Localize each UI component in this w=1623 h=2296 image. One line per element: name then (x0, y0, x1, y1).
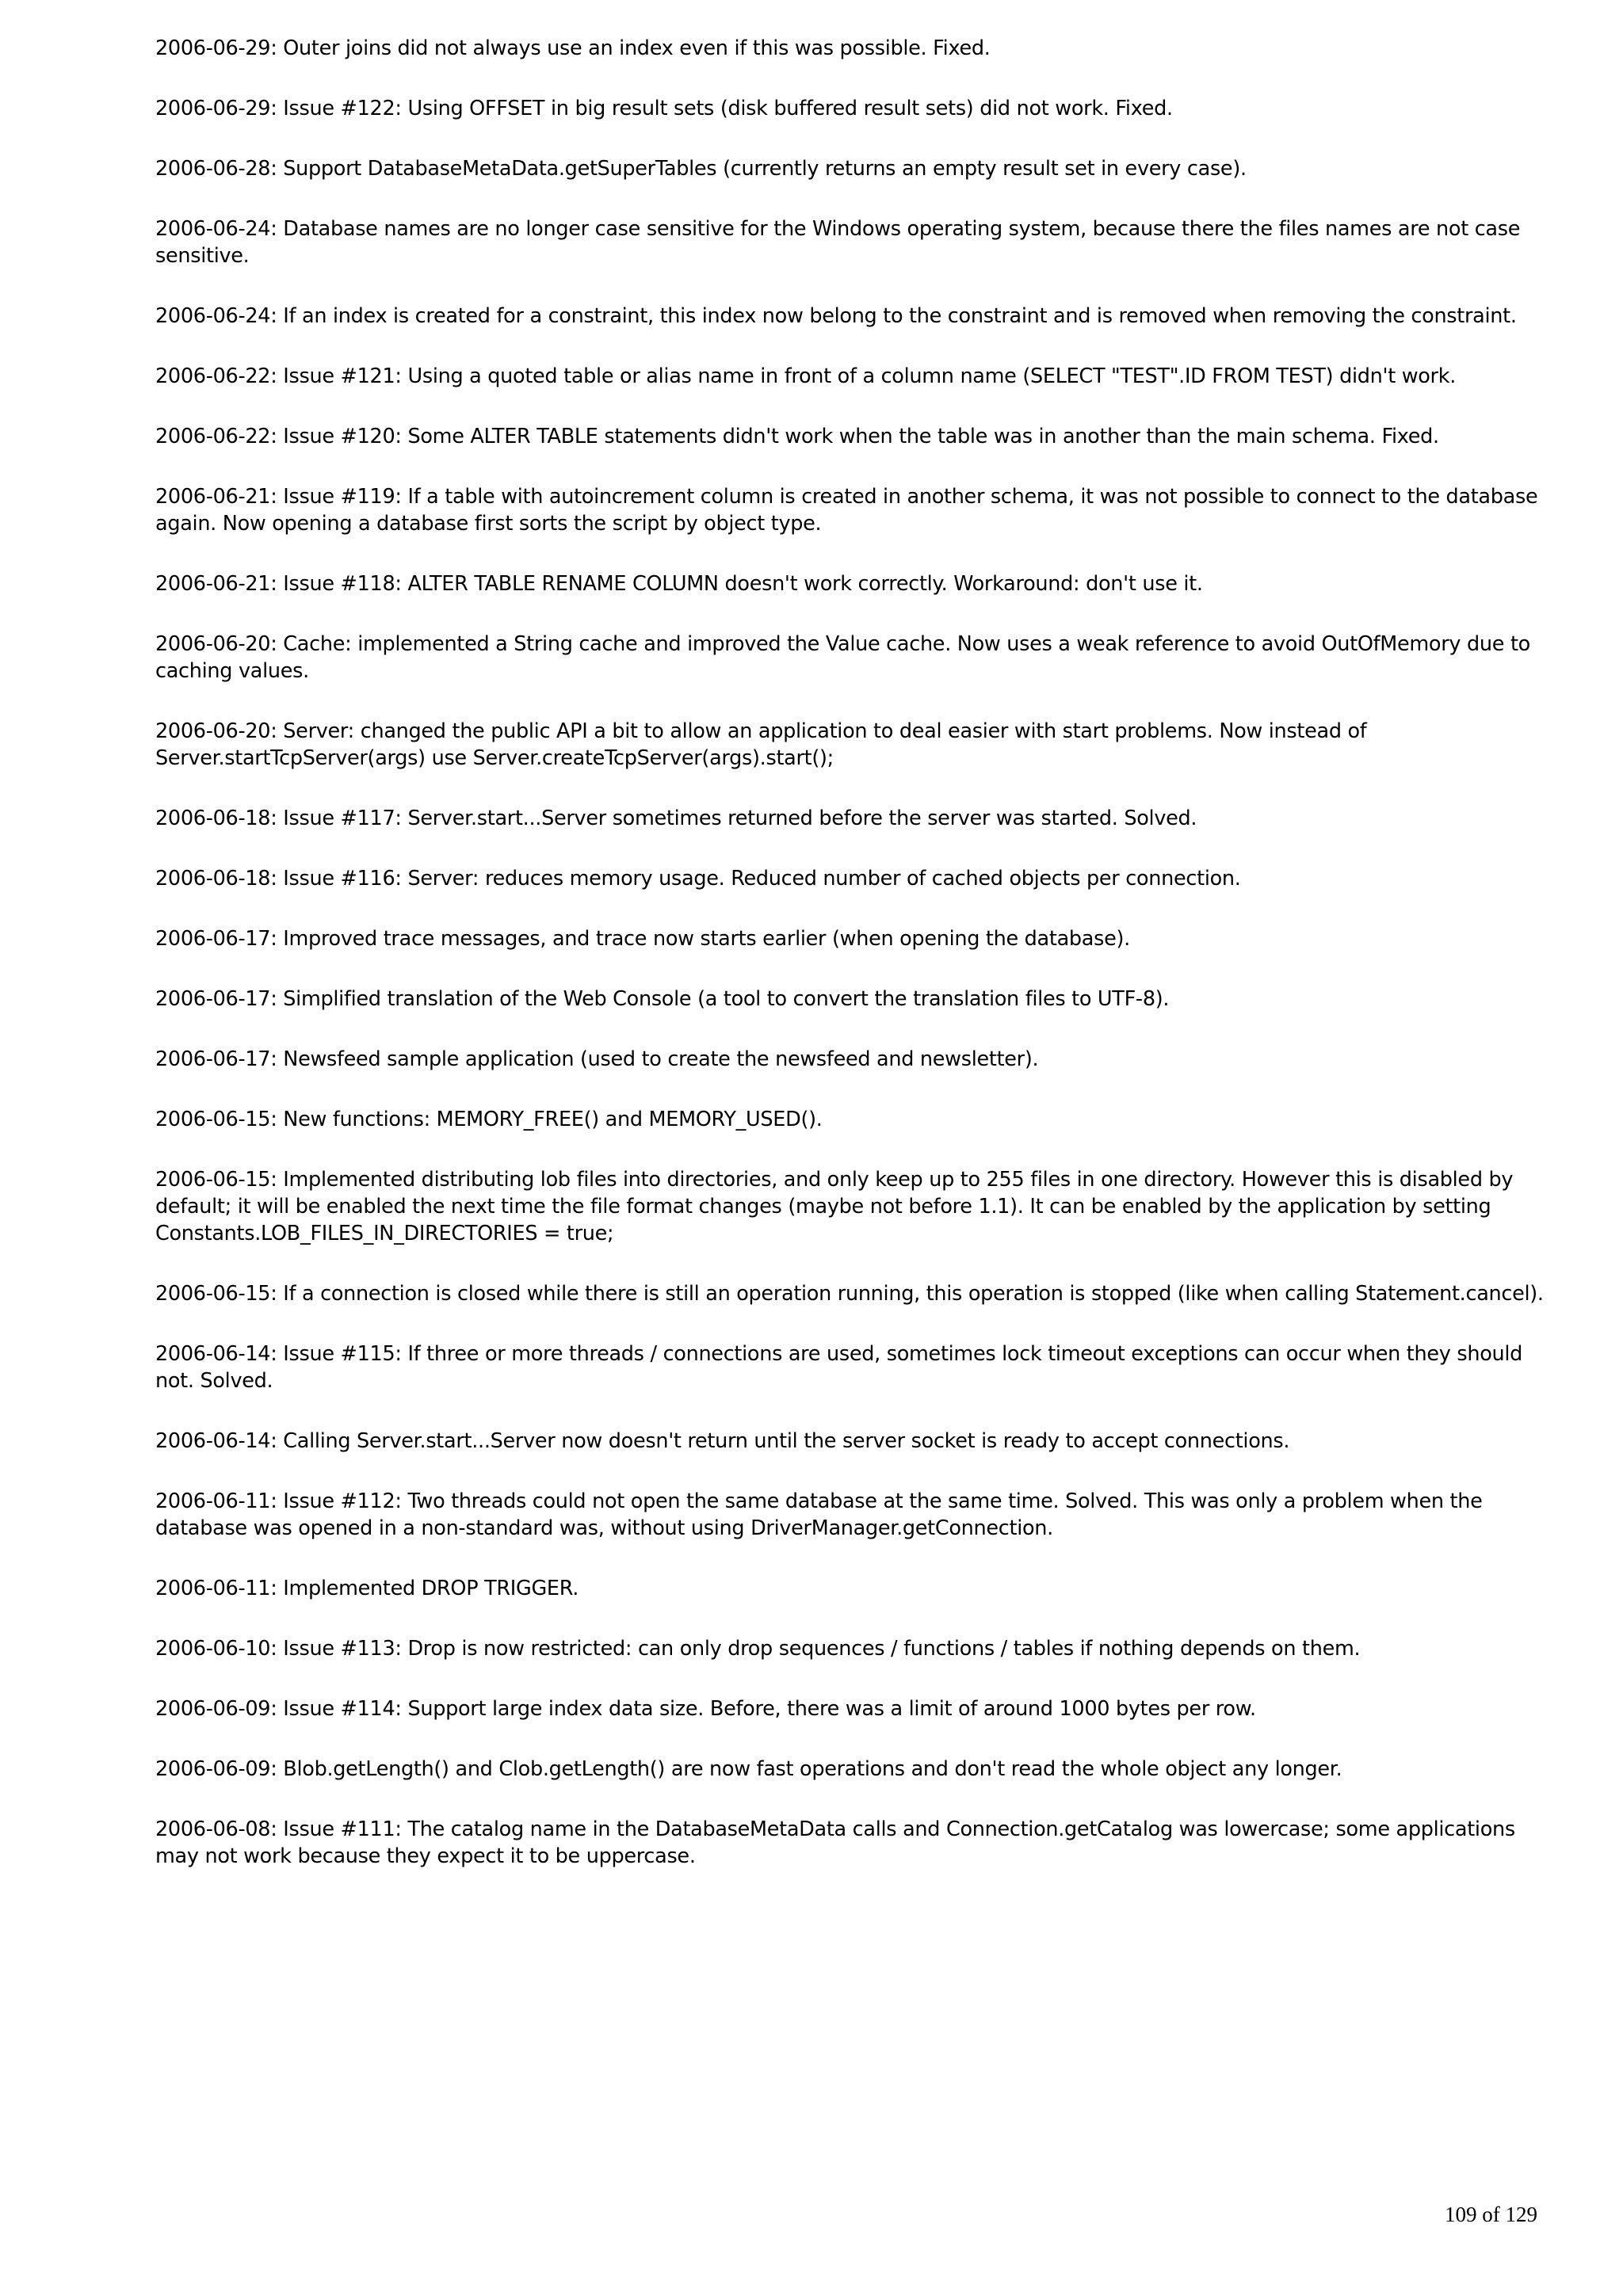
changelog-page (155, 35, 1558, 1903)
changelog-entry: 2006-06-24: Database names are no longer case sensitive for the Windows operating system, because there the files names are not case sensitive. (155, 217, 1521, 268)
page-number: 109 of 129 (1445, 2203, 1537, 2226)
changelog-entry: 2006-06-15: Implemented distributing lob files into directories, and only keep up to 255 files in one directory. However this is disabled by default; it will be enabled the next time the file format changes (maybe not before 1.1). It can be enabled by the application by setting Constants.LOB_FILES_IN_DIRECTORIES = true; (155, 1168, 1514, 1245)
changelog-entry: 2006-06-11: Issue #112: Two threads could not open the same database at the same time. Solved. This was only a problem when the database was opened in a non-standard was, without using DriverManager.getConnection. (155, 1489, 1483, 1540)
changelog-entry: 2006-06-28: Support DatabaseMetaData.getSuperTables (currently returns an empty result set in every case). (155, 157, 1247, 181)
changelog-entry: 2006-06-09: Blob.getLength() and Clob.getLength() are now fast operations and don't read the whole object any longer. (155, 1757, 1342, 1781)
changelog-entry: 2006-06-22: Issue #120: Some ALTER TABLE statements didn't work when the table was in another than the main schema. Fixed. (155, 425, 1439, 448)
changelog-entry: 2006-06-21: Issue #118: ALTER TABLE RENAME COLUMN doesn't work correctly. Workaround: don't use it. (155, 572, 1203, 596)
changelog-entry: 2006-06-21: Issue #119: If a table with autoincrement column is created in another schema, it was not possible to connect to the database again. Now opening a database first sorts the script by object type. (155, 485, 1538, 536)
changelog-entry: 2006-06-14: Issue #115: If three or more threads / connections are used, sometimes lock timeout exceptions can occur when they should not. Solved. (155, 1342, 1523, 1393)
changelog-entry: 2006-06-20: Server: changed the public API a bit to allow an application to deal easier with start problems. Now instead of Server.startTcpServer(args) use Server.createTcpServer(args).start(); (155, 719, 1367, 770)
changelog-entry: 2006-06-18: Issue #116: Server: reduces memory usage. Reduced number of cached objects per connection. (155, 867, 1241, 891)
changelog-entry: 2006-06-10: Issue #113: Drop is now restricted: can only drop sequences / functions / tables if nothing depends on them. (155, 1637, 1361, 1661)
changelog-entry: 2006-06-17: Simplified translation of the Web Console (a tool to convert the translation files to UTF-8). (155, 987, 1170, 1011)
changelog-entry: 2006-06-15: New functions: MEMORY_FREE() and MEMORY_USED(). (155, 1108, 823, 1131)
changelog-entry: 2006-06-17: Improved trace messages, and trace now starts earlier (when opening the database). (155, 927, 1130, 951)
changelog-entry: 2006-06-20: Cache: implemented a String cache and improved the Value cache. Now uses a weak reference to avoid OutOfMemory due to caching values. (155, 632, 1530, 683)
changelog-entry: 2006-06-09: Issue #114: Support large index data size. Before, there was a limit of around 1000 bytes per row. (155, 1697, 1256, 1721)
changelog-entry: 2006-06-15: If a connection is closed while there is still an operation running, this operation is stopped (like when calling Statement.cancel). (155, 1282, 1544, 1306)
changelog-entry: 2006-06-24: If an index is created for a constraint, this index now belong to the constraint and is removed when removing the constraint. (155, 304, 1517, 328)
changelog-entry: 2006-06-29: Issue #122: Using OFFSET in big result sets (disk buffered result sets) did not work. Fixed. (155, 97, 1173, 120)
changelog-entry: 2006-06-29: Outer joins did not always use an index even if this was possible. Fixed. (155, 36, 991, 60)
changelog-entry: 2006-06-18: Issue #117: Server.start...Server sometimes returned before the server was started. Solved. (155, 807, 1197, 830)
changelog-entry: 2006-06-22: Issue #121: Using a quoted table or alias name in front of a column name (SELECT "TEST".ID FROM TEST) didn't work. (155, 364, 1457, 388)
changelog-entry: 2006-06-17: Newsfeed sample application (used to create the newsfeed and newsletter). (155, 1047, 1039, 1071)
changelog-entry: 2006-06-11: Implemented DROP TRIGGER. (155, 1577, 579, 1600)
changelog-entry: 2006-06-08: Issue #111: The catalog name in the DatabaseMetaData calls and Connection.getCatalog was lowercase; some applications may not work because they expect it to be uppercase. (155, 1817, 1515, 1868)
changelog-entry: 2006-06-14: Calling Server.start...Server now doesn't return until the server socket is ready to accept connections. (155, 1429, 1290, 1453)
